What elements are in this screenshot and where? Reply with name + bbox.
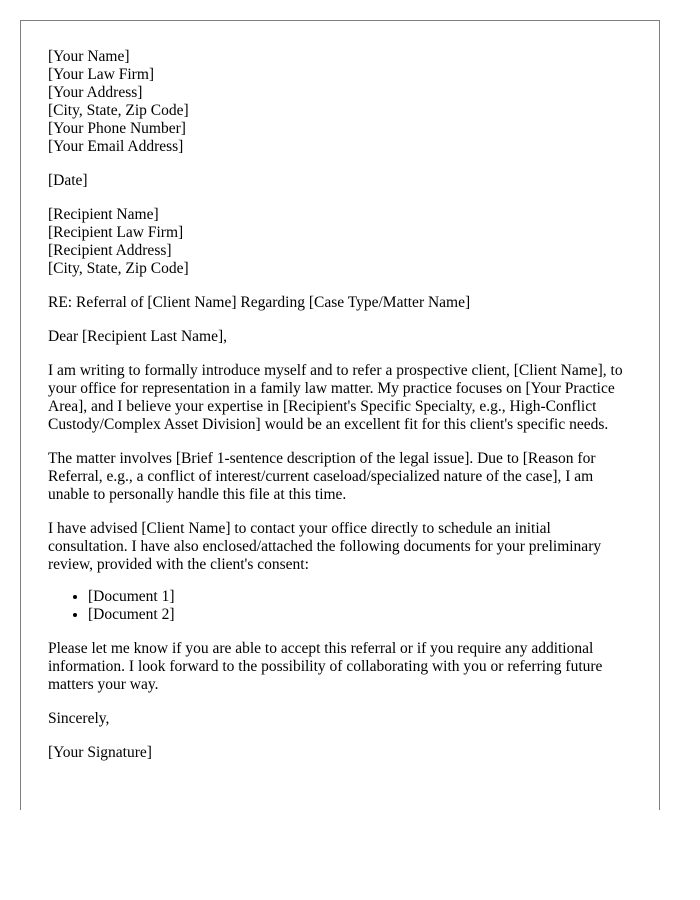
recipient-firm: [Recipient Law Firm] <box>48 224 184 241</box>
date-block <box>48 172 633 190</box>
sender-city-state-zip: [City, State, Zip Code] <box>48 102 189 119</box>
recipient-block <box>48 206 633 278</box>
letter-body <box>48 48 633 778</box>
letter-date: [Date] <box>48 172 88 189</box>
body-paragraph-intro: I am writing to formally introduce myself and to refer a prospective client, [Client Name], to your office for representation in a family law matter. My practice focuses on [Your Practice Area], and I believe your expertise in [Recipient's Specific Specialty, e.g., High-Conflict Custody/Complex Asset Division] would be an excellent fit for this client's specific needs. <box>48 362 623 433</box>
body-paragraph-documents: I have advised [Client Name] to contact your office directly to schedule an initial consultation. I have also enclosed/attached the following documents for your preliminary review, provided with the client's consent: <box>48 520 602 573</box>
subject-line: RE: Referral of [Client Name] Regarding [Case Type/Matter Name] <box>48 294 471 311</box>
recipient-city-state-zip: [City, State, Zip Code] <box>48 260 189 277</box>
document-item: • [Document 2] <box>88 606 633 624</box>
signature: [Your Signature] <box>48 744 152 761</box>
closing-paragraph: Please let me know if you are able to accept this referral or if you require any additional information. I look forward to the possibility of collaborating with you or referring future matters your way. <box>48 640 603 693</box>
recipient-address: [Recipient Address] <box>48 242 172 259</box>
closing: Sincerely, <box>48 710 110 727</box>
salutation: Dear [Recipient Last Name], <box>48 328 228 345</box>
sender-phone: [Your Phone Number] <box>48 120 186 137</box>
recipient-name: [Recipient Name] <box>48 206 159 223</box>
document-item: • [Document 1] <box>88 588 633 606</box>
document-list <box>48 588 633 624</box>
sender-block <box>48 48 633 156</box>
sender-email: [Your Email Address] <box>48 138 184 155</box>
sender-name: [Your Name] <box>48 48 130 65</box>
body-paragraph-matter: The matter involves [Brief 1-sentence description of the legal issue]. Due to [Reason for Referral, e.g., a conflict of interest/current caseload/specialized nature of the case], I am unable to personally handle this file at this time. <box>48 450 596 503</box>
sender-address: [Your Address] <box>48 84 143 101</box>
sender-firm: [Your Law Firm] <box>48 66 155 83</box>
